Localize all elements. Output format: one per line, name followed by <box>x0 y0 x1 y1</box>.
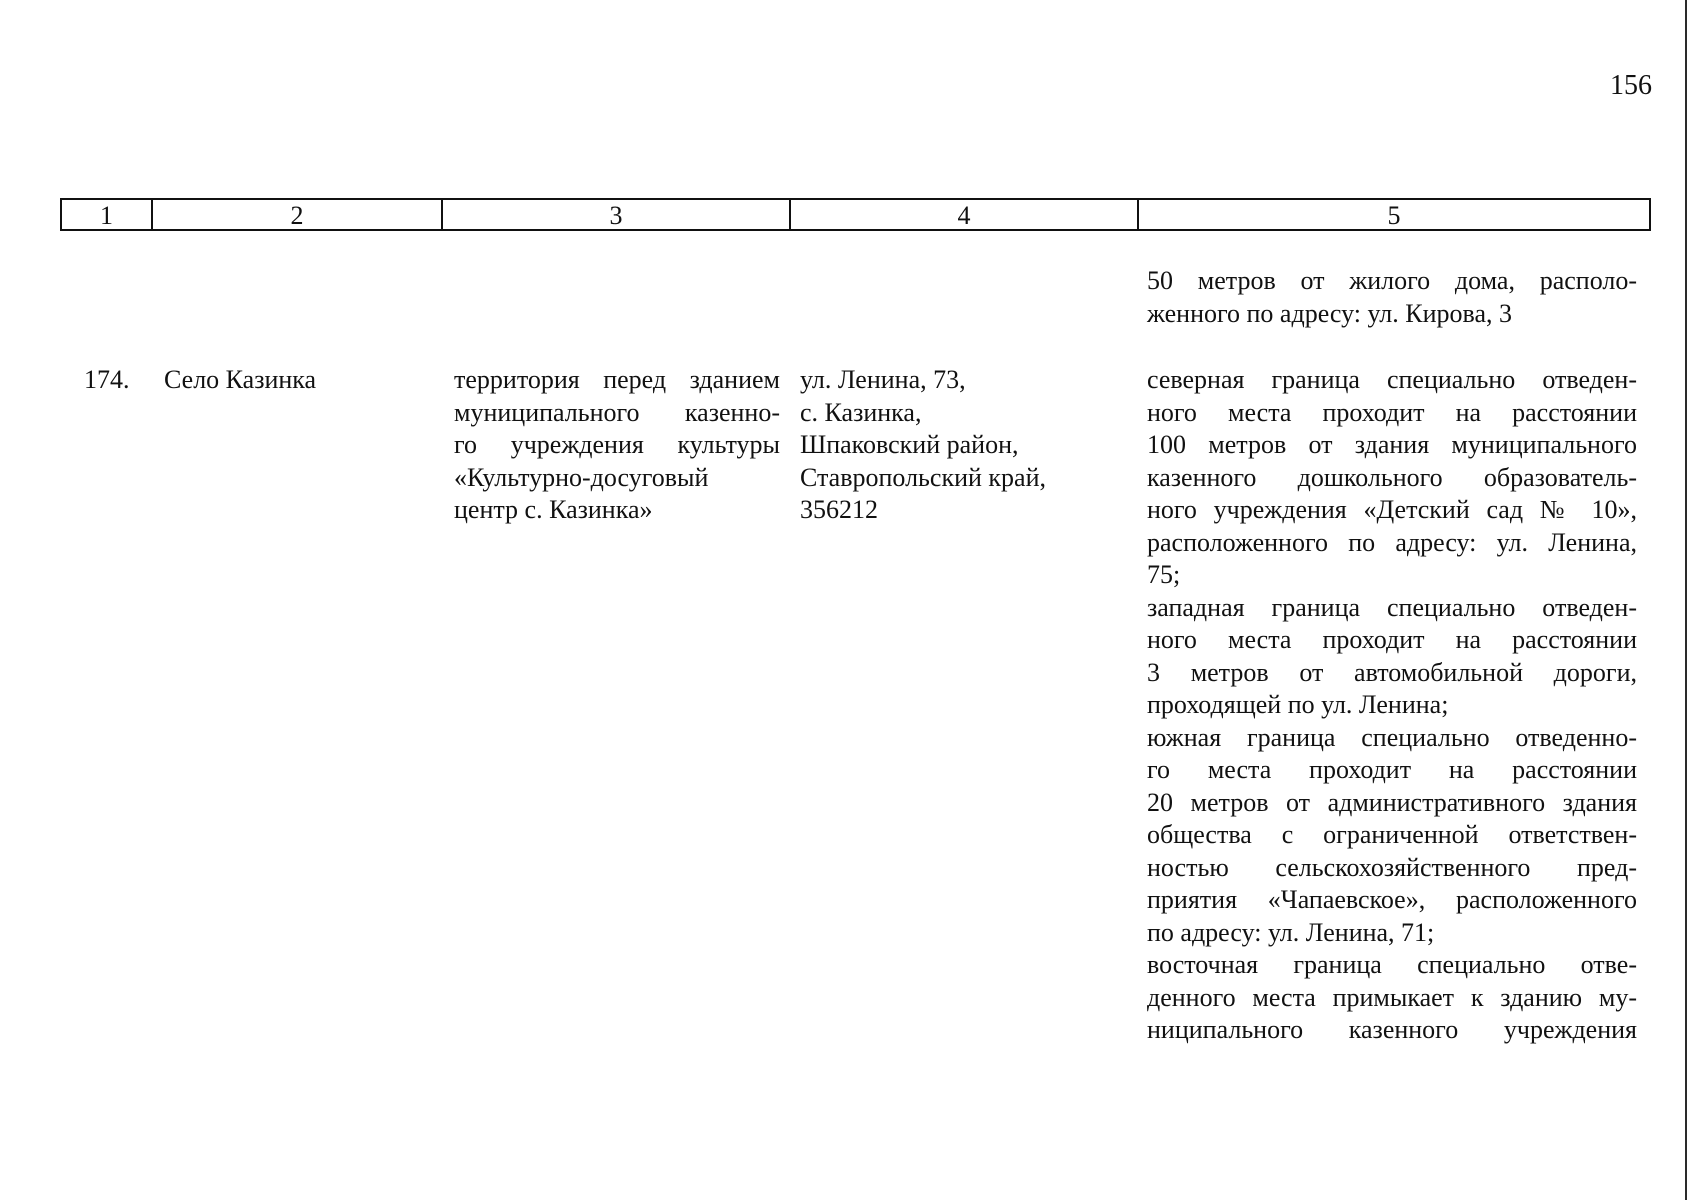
text-line: южная граница специально отведенно- <box>1147 722 1637 752</box>
text-line: западная граница специально отведен- <box>1147 592 1637 622</box>
page-number: 156 <box>1610 70 1652 101</box>
text-line: ниципального казенного учреждения <box>1147 1015 1637 1044</box>
text-line: денного места примыкает к зданию му- <box>1147 982 1637 1012</box>
text-line: расположенного по адресу: ул. Ленина, <box>1147 527 1637 557</box>
column-header-1: 1 <box>61 199 152 230</box>
text-line: центр с. Казинка» <box>454 495 653 524</box>
text-line: «Культурно-досуговый <box>454 462 709 492</box>
text-line: Шпаковский район, <box>800 430 1019 459</box>
text-line: проходящей по ул. Ленина; <box>1147 690 1449 719</box>
text-line: ного учреждения «Детский сад № 10», <box>1147 495 1637 524</box>
text-line: го места проходит на расстоянии <box>1147 755 1637 784</box>
text-line: 50 метров от жилого дома, располо- <box>1147 266 1637 295</box>
text-line: по адресу: ул. Ленина, 71; <box>1147 917 1435 947</box>
column-header-row <box>61 199 1650 230</box>
text-line: ул. Ленина, 73, <box>800 365 966 394</box>
place-description <box>454 364 780 527</box>
boundary-description <box>1147 364 1637 1047</box>
text-line: территория перед зданием <box>454 365 780 394</box>
text-line: с. Казинка, <box>800 397 922 427</box>
text-line: 356212 <box>800 495 878 524</box>
column-header-4: 4 <box>790 199 1138 230</box>
text-line: северная граница специально отведен- <box>1147 365 1637 394</box>
text-line: общества с ограниченной ответствен- <box>1147 820 1637 849</box>
continuation-boundary-text <box>1147 265 1637 330</box>
text-line: го учреждения культуры <box>454 430 780 459</box>
text-line: женного по адресу: ул. Кирова, 3 <box>1147 298 1513 328</box>
text-line: ного места проходит на расстоянии <box>1147 625 1637 654</box>
column-header-table <box>60 198 1651 231</box>
text-line: восточная граница специально отве- <box>1147 950 1637 979</box>
settlement-name: Село Казинка <box>164 365 317 394</box>
text-line: ностью сельскохозяйственного пред- <box>1147 852 1637 882</box>
text-line: приятия «Чапаевское», расположенного <box>1147 885 1637 914</box>
column-header-5: 5 <box>1138 199 1650 230</box>
text-line: 3 метров от автомобильной дороги, <box>1147 657 1637 687</box>
scan-edge-line <box>1685 0 1687 1200</box>
text-line: ного места проходит на расстоянии <box>1147 397 1637 427</box>
column-header-3: 3 <box>442 199 790 230</box>
text-line: Ставропольский край, <box>800 462 1046 492</box>
text-line: 100 метров от здания муниципального <box>1147 430 1637 459</box>
text-line: 75; <box>1147 560 1181 589</box>
address <box>800 364 1100 527</box>
text-line: муниципального казенно- <box>454 397 780 427</box>
row-number: 174. <box>84 365 130 394</box>
text-line: 20 метров от административного здания <box>1147 787 1637 817</box>
column-header-2: 2 <box>152 199 442 230</box>
text-line: казенного дошкольного образователь- <box>1147 462 1637 492</box>
